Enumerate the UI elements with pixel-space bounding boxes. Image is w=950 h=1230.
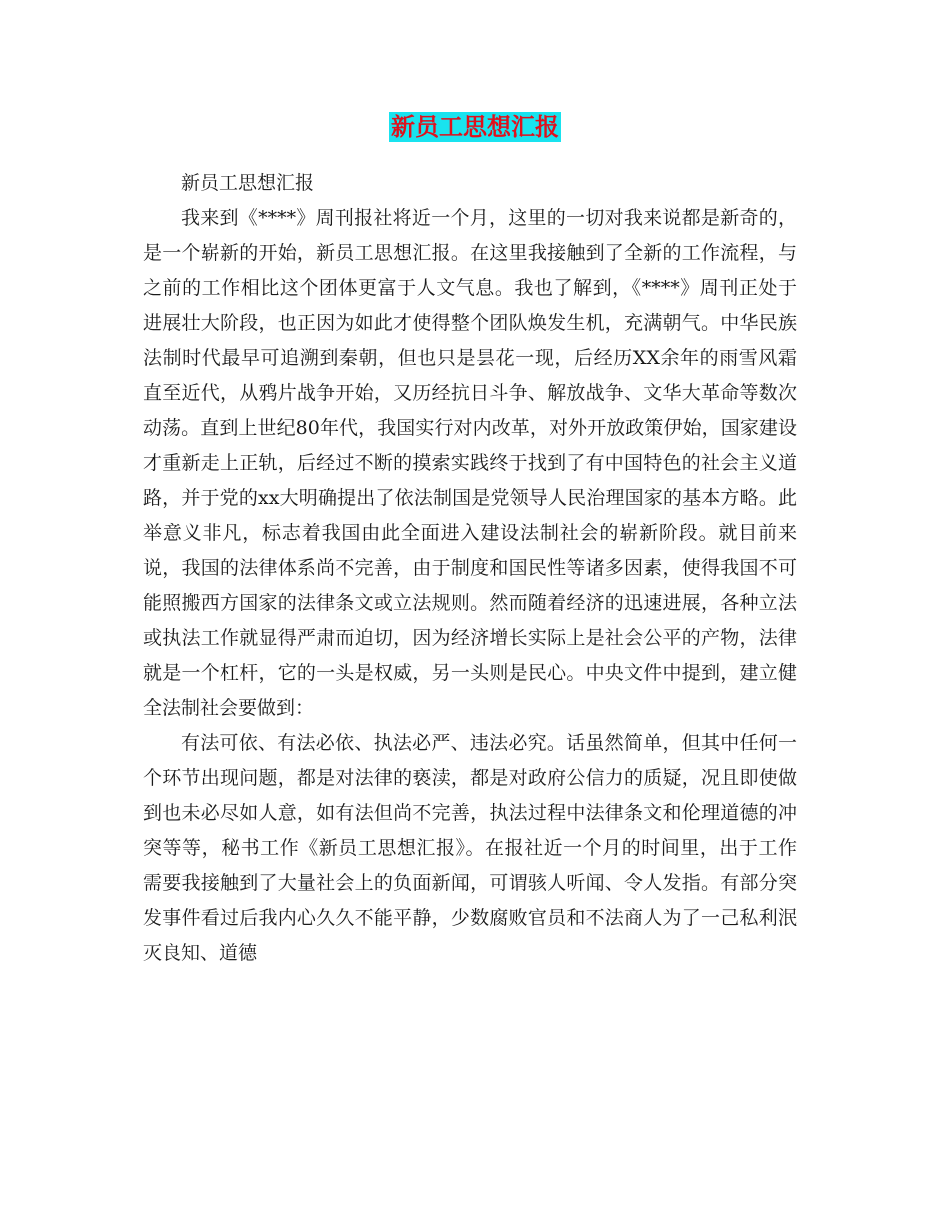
document-body	[143, 166, 797, 971]
paragraph-intro: 我来到《****》周刊报社将近一个月，这里的一切对我来说都是新奇的，是一个崭新的开始，新员工思想汇报。在这里我接触到了全新的工作流程，与之前的工作相比这个团体更富于人文气息。我也了解到，《****》周刊正处于进展壮大阶段，也正因为如此才使得整个团队焕发生机，充满朝气。中华民族法制时代最早可追溯到秦朝，但也只是昙花一现，后经历XX余年的雨雪风霜直至近代，从鸦片战争开始，又历经抗日斗争、解放战争、文华大革命等数次动荡。直到上世纪80年代，我国实行对内改革，对外开放政策伊始，国家建设才重新走上正轨，后经过不断的摸索实践终于找到了有中国特色的社会主义道路，并于党的xx大明确提出了依法制国是党领导人民治理国家的基本方略。此举意义非凡，标志着我国由此全面进入建设法制社会的崭新阶段。就目前来说，我国的法律体系尚不完善，由于制度和国民性等诸多因素，使得我国不可能照搬西方国家的法律条文或立法规则。然而随着经济的迅速进展，各种立法或执法工作就显得严肃而迫切，因为经济增长实际上是社会公平的产物，法律就是一个杠杆，它的一头是权威，另一头则是民心。中央文件中提到，建立健全法制社会要做到：	[143, 207, 797, 719]
paragraph-heading: 新员工思想汇报	[181, 172, 315, 194]
paragraph-law-principles: 有法可依、有法必依、执法必严、违法必究。话虽然简单，但其中任何一个环节出现问题，都是对法律的亵渎，都是对政府公信力的质疑，况且即使做到也未必尽如人意，如有法但尚不完善，执法过程中法律条文和伦理道德的冲突等等，秘书工作《新员工思想汇报》。在报社近一个月的时间里，出于工作需要我接触到了大量社会上的负面新闻，可谓骇人听闻、令人发指。有部分突发事件看过后我内心久久不能平静，少数腐败官员和不法商人为了一己私利泯灭良知、道德	[143, 732, 797, 964]
title-container	[0, 112, 950, 142]
document-title: 新员工思想汇报	[391, 112, 559, 141]
